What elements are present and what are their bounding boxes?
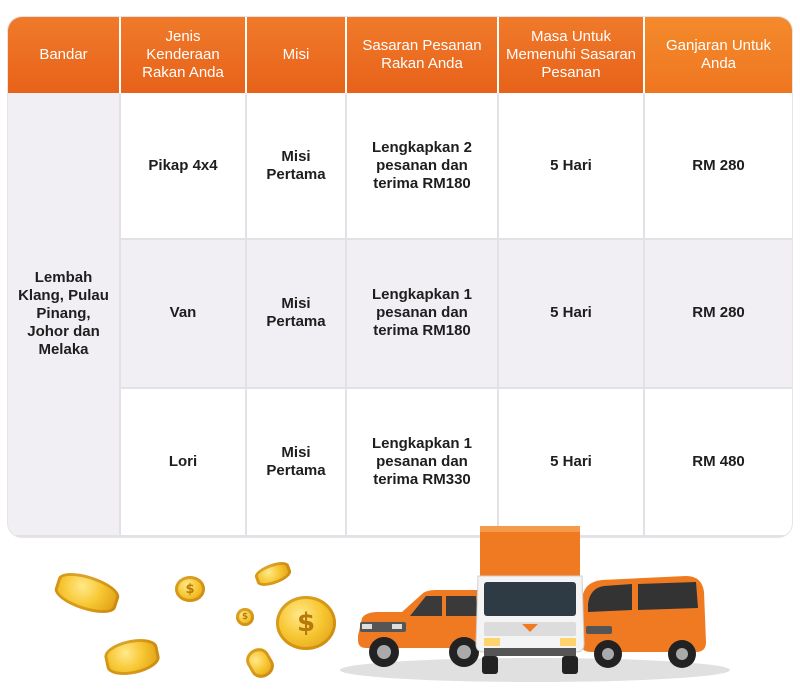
gold-coin-icon [253, 558, 294, 589]
vehicle-cell: Van [120, 239, 246, 387]
reward-cell: RM 480 [644, 388, 792, 536]
gold-coin-icon [242, 644, 278, 682]
gold-coin-icon [102, 635, 162, 679]
mission-cell: Misi Pertama [246, 388, 346, 536]
duration-cell: 5 Hari [498, 93, 644, 239]
table-row [8, 93, 792, 239]
gold-coin-icon: $ [276, 596, 336, 650]
vehicle-cell: Pikap 4x4 [120, 93, 246, 239]
mission-table-container [8, 17, 792, 537]
gold-coin-icon: $ [236, 608, 254, 626]
table-header-row [8, 17, 792, 93]
header-duration: Masa Untuk Memenuhi Sasaran Pesanan [498, 17, 644, 93]
reward-cell: RM 280 [644, 93, 792, 239]
city-cell: Lembah Klang, Pulau Pinang, Johor dan Melaka [8, 93, 120, 536]
mission-cell: Misi Pertama [246, 93, 346, 239]
reward-cell: RM 280 [644, 239, 792, 387]
table-row [8, 239, 792, 387]
gold-coin-icon [51, 567, 122, 619]
target-cell: Lengkapkan 1 pesanan dan terima RM180 [346, 239, 498, 387]
mission-cell: Misi Pertama [246, 239, 346, 387]
van-icon [578, 572, 708, 672]
header-reward: Ganjaran Untuk Anda [644, 17, 792, 93]
mission-table [8, 17, 792, 537]
header-mission: Misi [246, 17, 346, 93]
duration-cell: 5 Hari [498, 239, 644, 387]
header-target: Sasaran Pesanan Rakan Anda [346, 17, 498, 93]
duration-cell: 5 Hari [498, 388, 644, 536]
header-city: Bandar [8, 17, 120, 93]
table-row [8, 388, 792, 536]
target-cell: Lengkapkan 2 pesanan dan terima RM180 [346, 93, 498, 239]
vehicles-and-coins-illustration [0, 540, 800, 700]
header-vehicle: Jenis Kenderaan Rakan Anda [120, 17, 246, 93]
gold-coin-icon: $ [175, 576, 205, 602]
vehicle-cell: Lori [120, 388, 246, 536]
target-cell: Lengkapkan 1 pesanan dan terima RM330 [346, 388, 498, 536]
lorry-icon [470, 526, 590, 676]
